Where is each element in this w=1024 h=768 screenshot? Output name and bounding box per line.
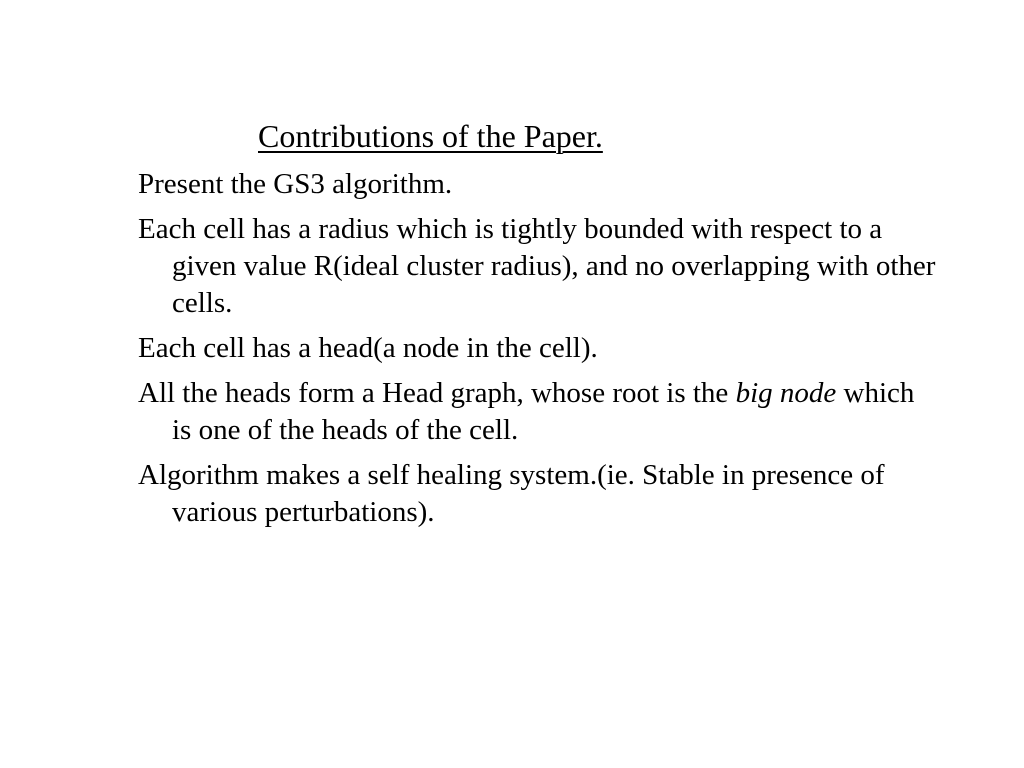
bullet-item: Each cell has a head(a node in the cell). [138,332,598,364]
bullet-item: Each cell has a radius which is tightly bounded with respect to a given value R(ideal cluster radius), and no overlapping with other cells. [138,213,936,319]
bullet-item: Algorithm makes a self healing system.(ie. Stable in presence of various perturbations). [138,459,885,528]
slide-title: Contributions of the Paper. [258,118,603,154]
bullet-emphasis: big node [735,377,837,409]
bullet-item: Present the GS3 algorithm. [138,168,453,200]
bullet-text: All the heads form a Head graph, whose root is the [138,377,736,409]
bullet-text: which is one of the heads of the cell. [172,377,915,446]
bullet-item [138,375,938,449]
bullet-list [138,166,938,539]
